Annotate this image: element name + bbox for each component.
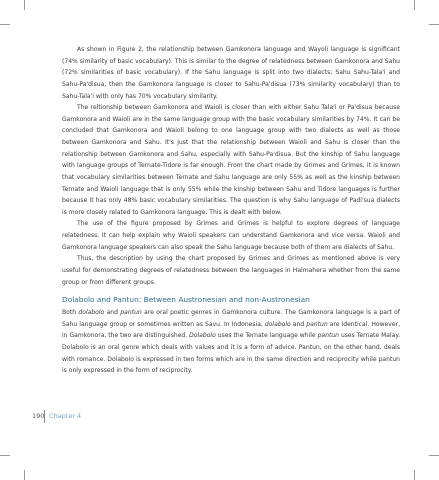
crop-mark	[0, 455, 10, 456]
crop-mark	[429, 24, 439, 25]
italic-term: pantun	[306, 320, 328, 328]
text-run: and	[290, 320, 307, 328]
crop-mark	[414, 0, 415, 10]
italic-term: dolabolo	[78, 309, 105, 317]
page-number: 190	[32, 412, 45, 420]
footer-divider	[44, 410, 45, 423]
crop-mark	[24, 0, 25, 10]
italic-term: dolabolo	[264, 320, 291, 328]
paragraph: Thus, the description by using the chart proposed by Grimes and Grimes as mentioned above is very useful for demonstrating degrees of relatedness between the languages in Halmahera whether from the same group or from different groups.	[62, 255, 400, 286]
text-run: uses Ternate Malay. Dolabolo is an oral genre which deals with values and it is a form of advice. Pantun, on the other hand, deals with romance. Dolabolo is expressed in two forms which are in the same direction and reciprocity while pantun is only expressed in the form of reciprocity.	[62, 332, 401, 375]
crop-mark	[0, 24, 10, 25]
text-run: and	[104, 309, 121, 317]
text-run: uses the Ternate language while	[215, 332, 318, 340]
italic-term: Dolabolo	[189, 332, 216, 340]
italic-term: pantun	[317, 332, 340, 340]
paragraph: As shown in Figure 2, the relationship between Gamkonora language and Wayoli language is significant (74% similarity of basic vocabulary). This is similar to the degree of relatedness between Gamkonora and Sahu (72% similarities of basic vocabulary). If the Sahu language is split into two dialects; Sahu Sahu-Tala'i and Sahu-Pa'disua, then the Gamkonora language is closer to Sahu-Pa'disua (73% similarity vocabulary) than to Sahu-Tala'i with only has 70% vocabulary similarity.	[62, 46, 400, 100]
text-run: are oral poetic genres in Gamkonora culture. The Gamkonora language is a part of Sahu language group or sometimes written as Savu. In Indonesia,	[62, 309, 400, 328]
body-text	[62, 44, 400, 377]
crop-mark	[24, 470, 25, 480]
paragraph	[62, 307, 400, 377]
italic-term: pantun	[120, 309, 142, 317]
text-run: Both	[62, 309, 79, 317]
crop-mark	[429, 455, 439, 456]
section-heading: Dolabolo and Pantun: Between Austronesian and non-Austronesian	[62, 295, 310, 305]
chapter-label: Chapter 4	[49, 412, 82, 420]
paragraph: The reltionship between Gamkonora and Waioli is closer than with either Sahu Tala'i or Pa'disua because Gamkonora and Waioli are in the same language group with the basic vocabulary similarities by 74%. It can be concluded that Gamkonora and Waioli belong to one language group with two dialects as well as those between Gamkonora and Sahu. It's just that the relationship between Waioli and Sahu is closer than the relationship between Gamkonora and Sahu, especially with Sahu-Pa'disua. But the kinship of Sahu language with language groups of Ternate-Tidore is far enough. From the chart made by Grimes and Grimes, it is known that vocabulary similarities between Ternate and Sahu language are only 55% as well as the kinship between Ternate and Waioli language that is only 55% while the kinship between Sahu and Tidore languages is further because it has only 48% basic vocabulary similarities. The question is why Sahu language of Padi'sua dialects is more closely related to Gamkonora language. This is dealt with below.	[62, 104, 400, 216]
crop-mark	[414, 470, 415, 480]
paragraph: The use of the figure proposed by Grimes and Grimes is helpful to explore degrees of language relatedness. It can help explain why Waioli speakers can understand Gamkonora and vice versa. Waioli and Gamkonora language speakers can also speak the Sahu language because both of them are dialects of Sahu.	[62, 220, 400, 251]
text-run: are identical. However, in Gamkonora, the two are distinguished.	[62, 320, 400, 340]
